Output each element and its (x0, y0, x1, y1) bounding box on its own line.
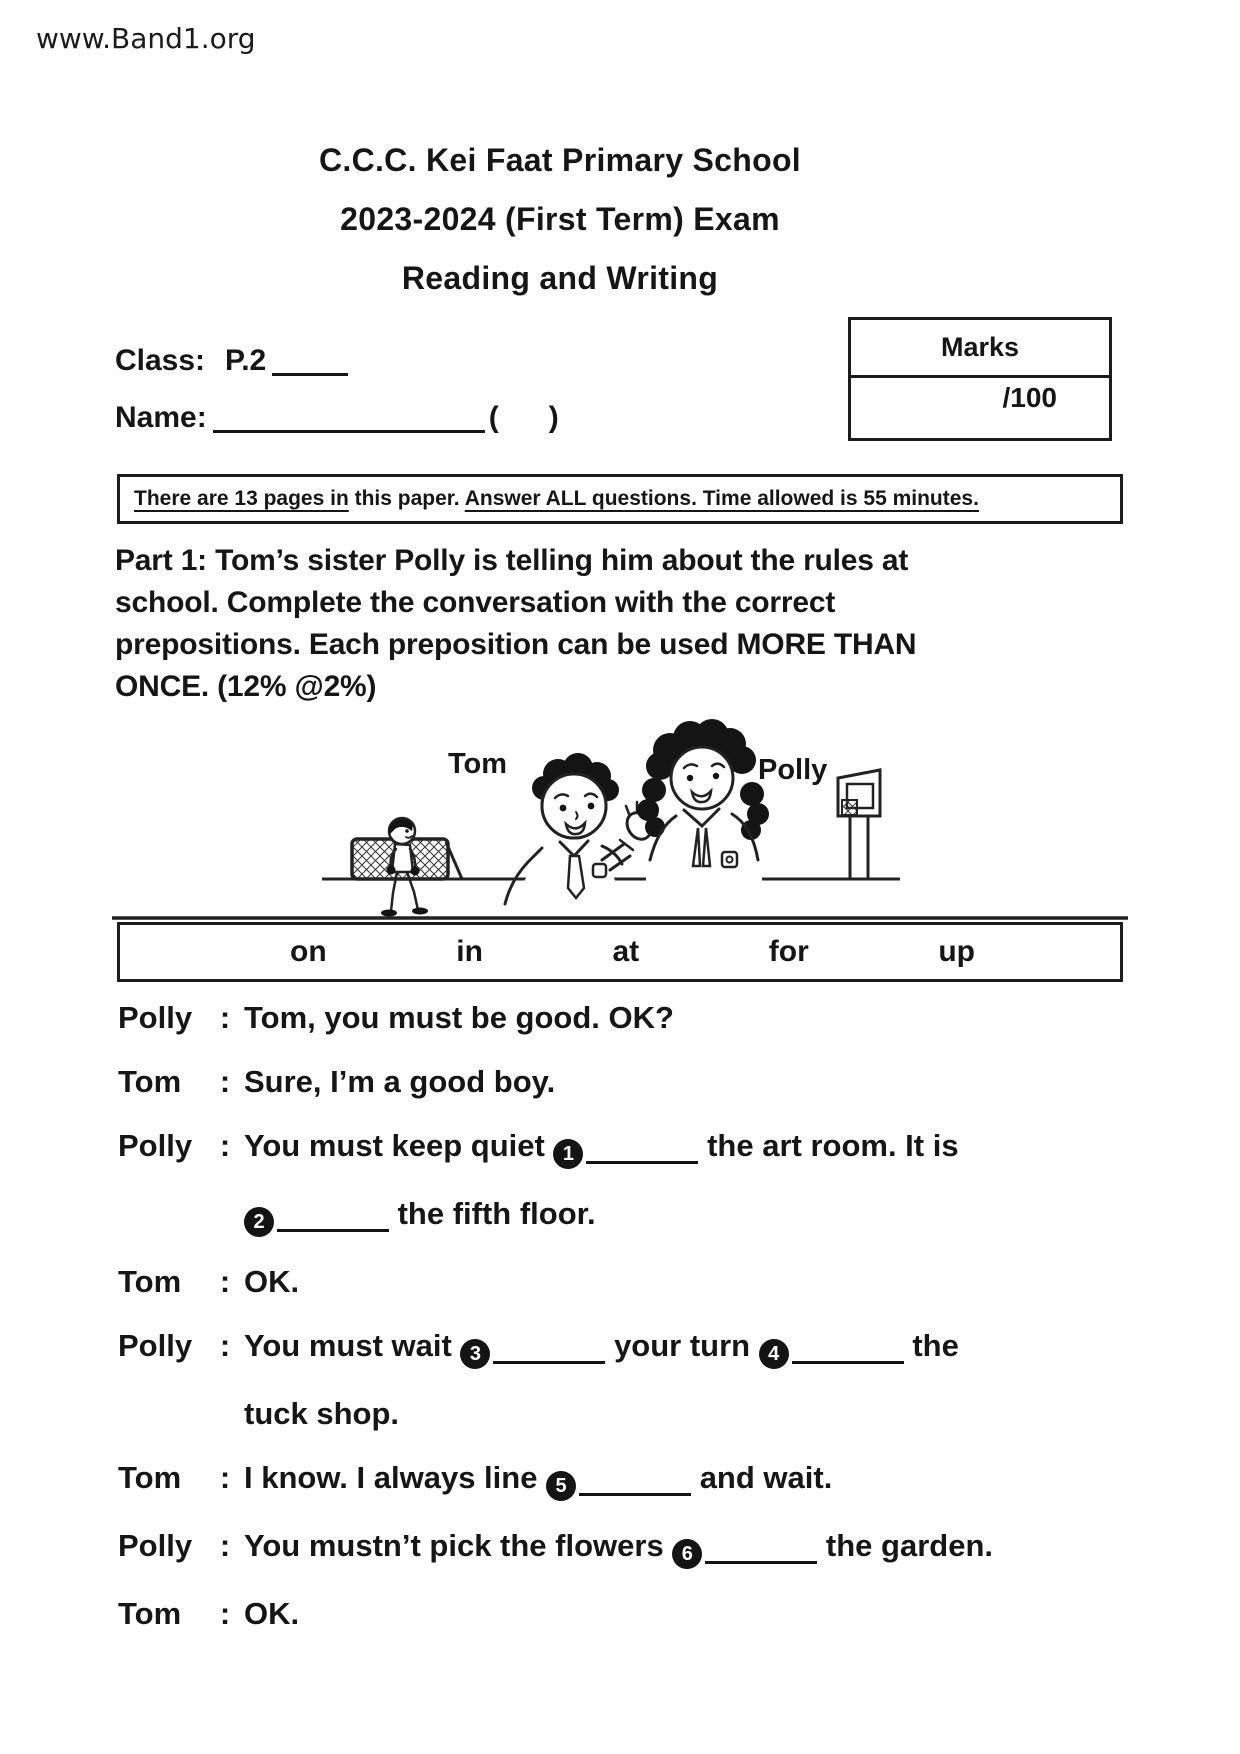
dialogue (118, 999, 1178, 1633)
speaker-name (118, 1395, 206, 1433)
dialogue-text: 2 the fifth floor. (244, 1195, 1178, 1237)
word-bank-item: in (456, 935, 483, 968)
tom-figure (505, 753, 657, 904)
dialogue-text: tuck shop. (244, 1396, 400, 1431)
speaker-name: Polly (118, 1000, 193, 1035)
speaker-name: Polly (118, 1528, 193, 1563)
dialogue-text: You must keep quiet 1 the art room. It is (244, 1127, 1178, 1169)
blank-line (792, 1359, 904, 1364)
basketball-hoop-icon (838, 770, 880, 879)
blank-number: 5 (546, 1471, 576, 1501)
dialogue-line (118, 1595, 1178, 1633)
part1-heading-line: school. Complete the conversation with the correct (115, 586, 836, 619)
class-value: P.2 (225, 344, 267, 377)
name-blank (213, 428, 485, 433)
word-bank (117, 922, 1123, 982)
part1-heading (115, 540, 1135, 708)
word-bank-item: up (938, 935, 975, 968)
dialogue-line (118, 1327, 1178, 1369)
dialogue-line (118, 1195, 1178, 1237)
answer-blank-3 (460, 1327, 605, 1369)
blank-number: 1 (553, 1139, 583, 1169)
dialogue-line (118, 1459, 1178, 1501)
dialogue-text: You mustn’t pick the flowers 6 the garden. (244, 1527, 1178, 1569)
dialogue-text: OK. (244, 1596, 300, 1631)
speaker-colon: : (219, 1064, 231, 1099)
speaker-name: Tom (118, 1460, 182, 1495)
class-number-paren: ( ) (488, 401, 559, 434)
school-name: C.C.C. Kei Faat Primary School (318, 142, 801, 178)
speaker-name: Polly (118, 1128, 193, 1163)
blank-line (277, 1227, 389, 1232)
part1-heading-line: ONCE. (12% @2%) (115, 670, 377, 703)
answer-blank-5 (546, 1459, 691, 1501)
blank-number: 4 (759, 1339, 789, 1369)
word-bank-item: on (290, 935, 327, 968)
instruction-segment: this paper. (348, 487, 465, 510)
speaker-name: Polly (118, 1328, 193, 1363)
answer-blank-4 (759, 1327, 904, 1369)
blank-line (586, 1159, 698, 1164)
dialogue-line (118, 1263, 1178, 1301)
dialogue-line (118, 999, 1178, 1037)
answer-blank-1 (553, 1127, 698, 1169)
instruction-segment: Answer ALL questions. Time allowed is 55 minutes. (464, 487, 979, 510)
class-blank (272, 371, 348, 376)
polly-figure (637, 719, 769, 904)
speaker-colon: : (219, 1596, 231, 1631)
dialogue-line (118, 1527, 1178, 1569)
marks-box (848, 317, 1112, 441)
dialogue-text: You must wait 3 your turn 4 the (244, 1327, 1178, 1369)
dialogue-text: Tom, you must be good. OK? (244, 1000, 674, 1035)
instruction-box (117, 474, 1123, 524)
illustration (110, 712, 1130, 922)
blank-line (579, 1491, 691, 1496)
dialogue-line (118, 1063, 1178, 1101)
dialogue-line (118, 1395, 1178, 1433)
answer-blank-2 (244, 1195, 389, 1237)
part1-heading-line: prepositions. Each preposition can be used MORE THAN (115, 628, 917, 661)
speaker-name: Tom (118, 1064, 182, 1099)
watermark: www.Band1.org (36, 22, 256, 55)
speaker-colon: : (219, 1328, 231, 1363)
blank-line (705, 1559, 817, 1564)
student-info (115, 332, 1125, 438)
word-bank-item: for (768, 935, 809, 968)
paper-subject: Reading and Writing (401, 260, 719, 296)
dialogue-text: I know. I always line 5 and wait. (244, 1459, 1178, 1501)
speaker-colon: : (219, 1128, 231, 1163)
class-label: Class: (115, 344, 206, 377)
polly-label: Polly (758, 754, 828, 786)
dialogue-text: Sure, I’m a good boy. (244, 1064, 556, 1099)
speaker-name: Tom (118, 1264, 182, 1299)
dialogue-line (118, 1127, 1178, 1169)
blank-number: 3 (460, 1339, 490, 1369)
blank-line (493, 1359, 605, 1364)
marks-label: Marks (851, 320, 1109, 378)
blank-number: 2 (244, 1207, 274, 1237)
word-bank-item: at (612, 935, 640, 968)
speaker-name (118, 1195, 206, 1237)
dialogue-text: OK. (244, 1264, 300, 1299)
part1-heading-line: Part 1: Tom’s sister Polly is telling him about the rules at (115, 544, 909, 577)
answer-blank-6 (672, 1527, 817, 1569)
speaker-colon: : (219, 1528, 231, 1563)
blank-number: 6 (672, 1539, 702, 1569)
speaker-colon (206, 1395, 244, 1433)
speaker-name: Tom (118, 1596, 182, 1631)
name-label: Name: (115, 401, 207, 434)
exam-title: 2023-2024 (First Term) Exam (340, 201, 780, 237)
speaker-colon (206, 1195, 244, 1237)
tom-label: Tom (448, 748, 508, 780)
illustration-scene (110, 712, 1130, 922)
speaker-colon: : (219, 1000, 231, 1035)
speaker-colon: : (219, 1264, 231, 1299)
speaker-colon: : (219, 1460, 231, 1495)
instruction-segment: There are 13 pages in (134, 487, 349, 510)
marks-total: /100 (1002, 382, 1057, 413)
